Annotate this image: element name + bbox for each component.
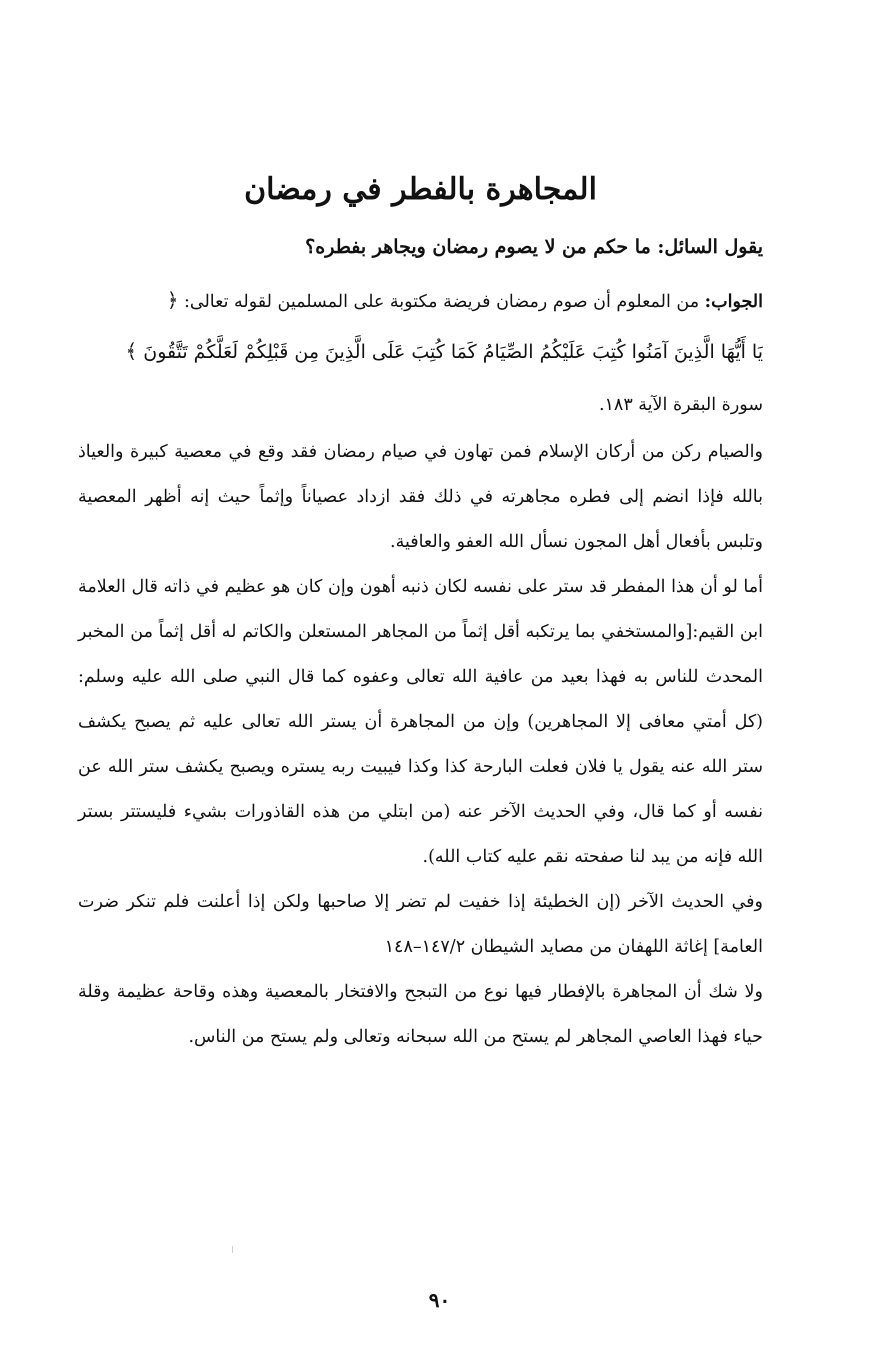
paragraph-4: ولا شك أن المجاهرة بالإفطار فيها نوع من التبجح والافتخار بالمعصية وهذه وقاحة عظيمة وقلة حياء فهذا العاصي المجاهر لم يستح من الله سبحانه وتعالى ولم يستح من الناس. bbox=[78, 982, 763, 1047]
answer-label: الجواب: bbox=[704, 292, 763, 312]
ayah-close-bracket: ﴾ bbox=[125, 339, 138, 363]
page-title: المجاهرة بالفطر في رمضان bbox=[244, 172, 597, 207]
paragraph-1: والصيام ركن من أركان الإسلام فمن تهاون في صيام رمضان فقد وقع في معصية كبيرة والعياذ بالله فإذا انضم إلى فطره مجاهرته في ذلك فقد ازداد عصياناً وإثماً حيث إنه أظهر المعصية وتلبس بأفعال أهل المجون نسأل الله العفو والعافية. bbox=[78, 442, 763, 552]
paragraph-3: وفي الحديث الآخر (إن الخطيئة إذا خفيت لم تضر إلا صاحبها ولكن إذا أعلنت فلم تنكر ضرت العامة] إغاثة اللهفان من مصايد الشيطان ١٤٧/٢–١٤٨ bbox=[78, 892, 763, 957]
quran-verse bbox=[78, 325, 763, 378]
ayah-open-bracket: ﴿ bbox=[166, 288, 179, 312]
page-number: ٩٠ bbox=[428, 1288, 451, 1312]
answer-intro-text: من المعلوم أن صوم رمضان فريضة مكتوبة على المسلمين لقوله تعالى: bbox=[183, 292, 700, 312]
question-text: يقول السائل: ما حكم من لا يصوم رمضان ويجاهر بفطره؟ bbox=[305, 236, 763, 258]
scan-mark bbox=[232, 1246, 233, 1253]
answer-intro bbox=[78, 278, 763, 325]
verse-reference: سورة البقرة الآية ١٨٣. bbox=[598, 395, 763, 415]
paragraph-2: أما لو أن هذا المفطر قد ستر على نفسه لكان ذنبه أهون وإن كان هو عظيم في ذاته قال العلامة ابن القيم:[والمستخفي بما يرتكبه أقل إثماً من المجاهر المستعلن والكاتم له أقل إثماً من المخبر المحدث للناس به فهذا بعيد من عافية الله تعالى وعفوه كما قال النبي صلى الله عليه وسلم:(كل أمتي معافى إلا المجاهرين) وإن من المجاهرة أن يستر الله تعالى عليه ثم يصبح يكشف ستر الله عنه يقول يا فلان فعلت البارحة كذا وكذا فيبيت ربه يستره ويصبح يكشف ستر الله عن نفسه أو كما قال، وفي الحديث الآخر عنه (من ابتلي من هذه القاذورات بشيء فليستتر بستر الله فإنه من يبد لنا صفحته نقم عليه كتاب الله). bbox=[78, 577, 763, 867]
quran-verse-text: يَا أَيُّهَا الَّذِينَ آمَنُوا كُتِبَ عَلَيْكُمُ الصِّيَامُ كَمَا كُتِبَ عَلَى الَّذِينَ مِن قَبْلِكُمْ لَعَلَّكُمْ تَتَّقُونَ bbox=[143, 341, 763, 363]
